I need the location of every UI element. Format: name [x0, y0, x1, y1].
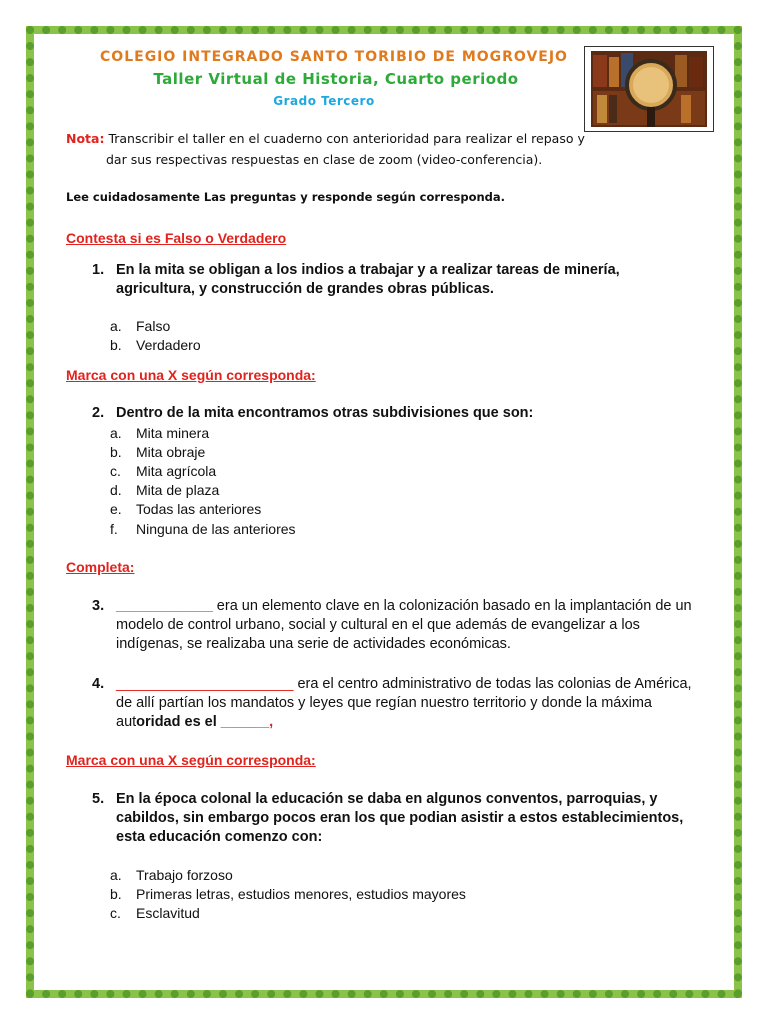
question-line: era un elemento clave en la colonización basado en la implantación de un: [212, 598, 692, 614]
question-3: [92, 597, 726, 654]
answer-blank[interactable]: ______________________: [116, 676, 294, 692]
question-number: 1.: [92, 262, 105, 278]
question-line: cabildos, sin embargo pocos eran los que podian asistir a estos establecimientos,: [116, 810, 684, 826]
question-line: era el centro administrativo de todas las colonias de América,: [293, 676, 692, 692]
option-q1-a[interactable]: a. Falso: [110, 318, 171, 334]
question-1: [92, 261, 716, 299]
note-block: [66, 128, 586, 170]
option-q1-b[interactable]: b. Verdadero: [110, 337, 201, 353]
section-mark-x-2: Marca con una X según corresponda:: [66, 752, 316, 768]
question-number: 5.: [92, 791, 105, 807]
option-q2-a[interactable]: a. Mita minera: [110, 425, 210, 441]
note-line-2: dar sus respectivas respuestas en clase de zoom (video-conferencia).: [106, 152, 543, 167]
grade-label: Grado Tercero: [273, 94, 375, 108]
option-q2-c[interactable]: c. Mita agrícola: [110, 463, 217, 479]
option-q5-c[interactable]: c. Esclavitud: [110, 905, 200, 921]
option-q5-b[interactable]: b. Primeras letras, estudios menores, estudios mayores: [110, 886, 466, 902]
question-line: indígenas, se realizaba una serie de actividades económicas.: [116, 636, 511, 652]
question-number: 2.: [92, 405, 105, 421]
question-line: modelo de control urbano, social y cultural en el que además de evangelizar a los: [116, 617, 640, 633]
section-true-false: Contesta si es Falso o Verdadero: [66, 230, 287, 246]
magnifier-books-image: [584, 46, 714, 132]
question-line: En la época colonal la educación se daba en algunos conventos, parroquias, y: [116, 791, 658, 807]
question-4: 4. ______________________ era el centro administrativo de todas las colonias de América, de allí partían los mandatos y leyes que regían nuestro territorio y donde la máxima autoridad es el ______,: [116, 675, 726, 732]
question-line: Dentro de la mita encontramos otras subdivisiones que son:: [116, 405, 534, 421]
school-name: COLEGIO INTEGRADO SANTO TORIBIO DE MOGROVEJO: [100, 49, 568, 65]
note-line-1: Transcribir el taller en el cuaderno con anterioridad para realizar el repaso y: [108, 131, 585, 146]
section-complete: Completa:: [66, 559, 135, 575]
option-q5-a[interactable]: a. Trabajo forzoso: [110, 867, 233, 883]
question-line: esta educación comenzo con:: [116, 829, 323, 845]
option-q2-d[interactable]: d. Mita de plaza: [110, 482, 220, 498]
option-q2-b[interactable]: b. Mita obraje: [110, 444, 206, 460]
note-label: Nota:: [66, 131, 105, 146]
instruction-text: Lee cuidadosamente Las preguntas y responde según corresponda.: [66, 190, 506, 204]
question-line: En la mita se obligan a los indios a trabajar y a realizar tareas de minería,: [116, 262, 620, 278]
question-2: [92, 404, 716, 423]
answer-blank[interactable]: ____________: [116, 598, 213, 614]
workshop-title: Taller Virtual de Historia, Cuarto periodo: [153, 70, 519, 88]
question-number: 4.: [92, 676, 105, 692]
answer-blank[interactable]: ______,: [220, 714, 274, 730]
question-5: [92, 790, 726, 847]
question-line: de allí partían los mandatos y leyes que regían nuestro territorio y donde la máxima: [116, 695, 652, 711]
question-line: agricultura, y construcción de grandes obras públicas.: [116, 281, 494, 297]
section-mark-x-1: Marca con una X según corresponda:: [66, 367, 316, 383]
option-q2-f[interactable]: f. Ninguna de las anteriores: [110, 521, 296, 537]
question-number: 3.: [92, 598, 105, 614]
option-q2-e[interactable]: e. Todas las anteriores: [110, 501, 262, 517]
